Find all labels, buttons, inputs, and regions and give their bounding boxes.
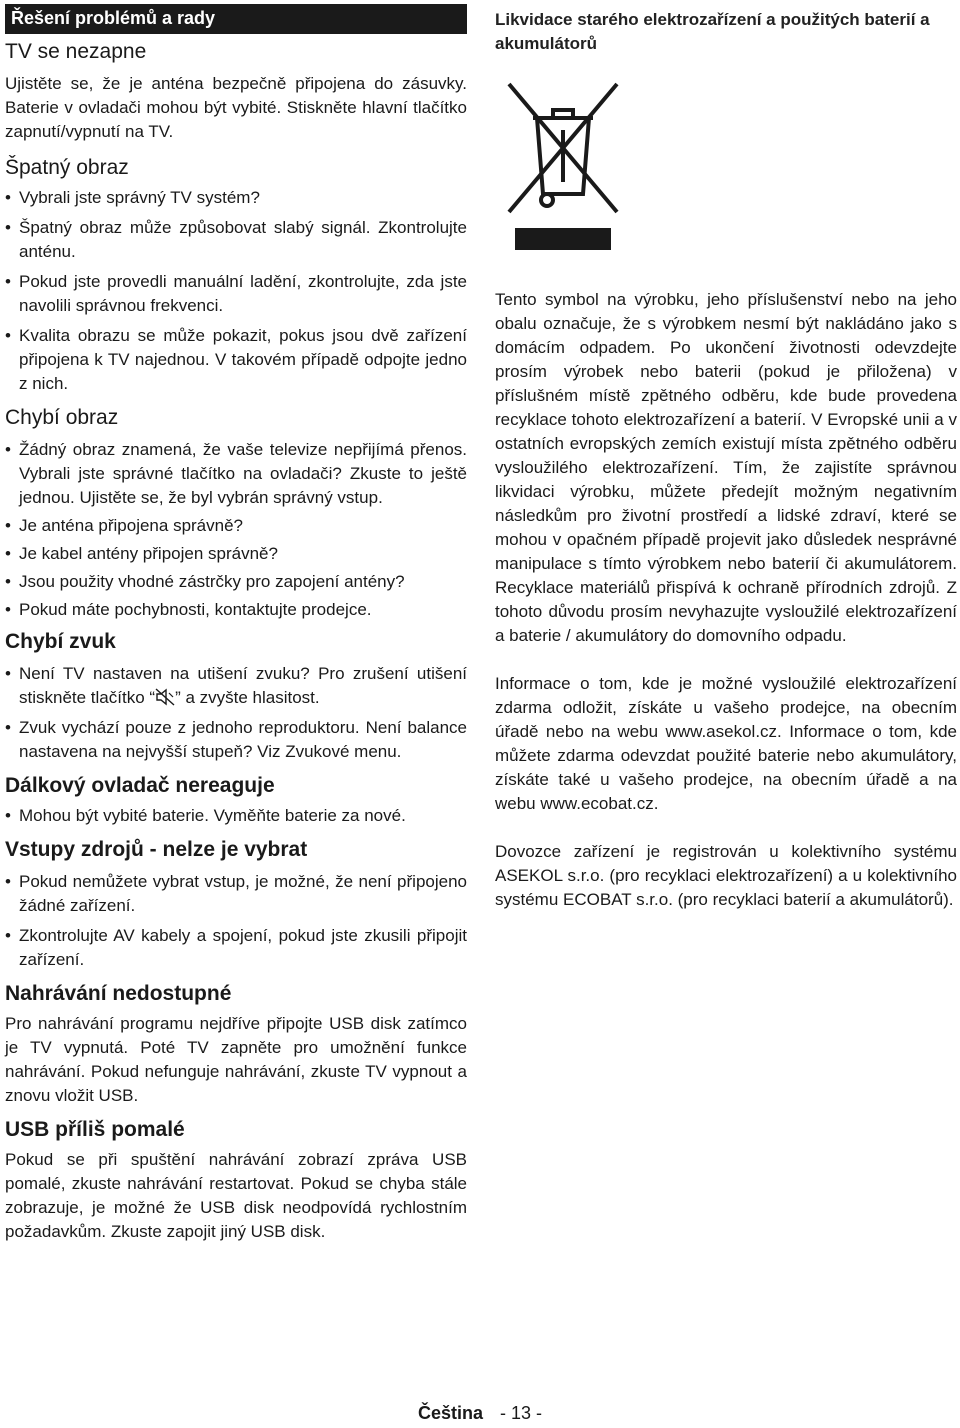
section-remote bbox=[5, 772, 467, 828]
heading-bad-picture: Špatný obraz bbox=[5, 156, 129, 179]
text-recording: Pro nahrávání programu nejdříve připojte USB disk zatímco je TV vypnutá. Poté TV zapněte pro umožnění funkce nahrávání. Pokud nefunguje nahrávání, zkuste TV vypnout a znovu vložit USB. bbox=[5, 1014, 467, 1105]
footer-language: Čeština bbox=[417, 1403, 483, 1423]
list-item: • Pokud nemůžete vybrat vstup, je možné, že není připojeno žádné zařízení. bbox=[5, 870, 467, 918]
list-item: • Je anténa připojena správně? bbox=[5, 514, 467, 538]
heading-inputs: Vstupy zdrojů - nelze je vybrat bbox=[5, 838, 308, 861]
page-footer bbox=[0, 1403, 960, 1424]
crossed-out-wheelie-bin-icon bbox=[507, 82, 619, 252]
mute-text-post: ” a zvyšte hlasitost. bbox=[175, 688, 320, 707]
heading-disposal: Likvidace starého elektrozařízení a použitých baterií a akumulátorů bbox=[495, 10, 930, 53]
heading-remote: Dálkový ovladač nereaguje bbox=[5, 774, 275, 797]
section-no-sound bbox=[5, 628, 467, 764]
list-item: • Zkontrolujte AV kabely a spojení, pokud jste zkusili připojit zařízení. bbox=[5, 924, 467, 972]
section-tv-not-on bbox=[5, 38, 467, 144]
left-column bbox=[5, 0, 467, 1244]
section-inputs bbox=[5, 836, 467, 972]
heading-no-sound: Chybí zvuk bbox=[5, 630, 116, 653]
list-item: • Zvuk vychází pouze z jednoho reproduktoru. Není balance nastavena na nejvyšší stupeň? Viz Zvukové menu. bbox=[5, 716, 467, 764]
mute-icon bbox=[155, 688, 175, 706]
list-item: • Vybrali jste správný TV systém? bbox=[5, 186, 467, 210]
list-item: • Kvalita obrazu se může pokazit, pokus jsou dvě zařízení připojena k TV najednou. V takovém případě odpojte jedno z nich. bbox=[5, 324, 467, 396]
heading-tv-not-on: TV se nezapne bbox=[5, 40, 147, 63]
disposal-paragraph-1: Tento symbol na výrobku, jeho příslušenství nebo na jeho obalu označuje, že s výrobkem nesmí být nakládáno jako s domácím odpadem. Po ukončení životnosti odevzdejte prosím výrobek nebo baterii (pokud je přiložena) v příslušném místě zpětného odběru, kde bude provedena recyklace tohoto elektrozařízení a baterií. V Evropské unii a v ostatních evropských zemích existují místa zpětného odběru vysloužilého elektrozařízení. Tím, že zajistíte správnou likvidaci výrobku, můžete předejít možným negativním následkům pro životní prostředí a lidské zdraví, které se mohou v opačném případě projevit jako důsledek nesprávné manipulace s tímto výrobkem nebo baterií či akumulátorem. Recyklace materiálů přispívá k ochraně přírodních zdrojů. Z tohoto důvodu prosím nevyhazujte vysloužilé elektrozařízení a baterie / akumulátory do domovního odpadu. bbox=[495, 290, 957, 645]
list-item: • Pokud jste provedli manuální ladění, zkontrolujte, zda jste navolili správnou frekvenci. bbox=[5, 270, 467, 318]
list-item: • Jsou použity vhodné zástrčky pro zapojení antény? bbox=[5, 570, 467, 594]
disposal-paragraph-2: Informace o tom, kde je možné vysloužilé elektrozařízení zdarma odložit, získáte u vašeho prodejce, na obecním úřadě nebo na webu www.asekol.cz. Informace o tom, kde můžete zdarma odevzdat použité baterie nebo akumulátory, získáte také u vašeho prodejce, na obecním úřadě a na webu www.ecobat.cz. bbox=[495, 674, 957, 813]
page-number: - 13 - bbox=[500, 1403, 543, 1423]
list-item: • Pokud máte pochybnosti, kontaktujte prodejce. bbox=[5, 598, 467, 622]
list-item: • Je kabel antény připojen správně? bbox=[5, 542, 467, 566]
list-item: • Mohou být vybité baterie. Vyměňte baterie za nové. bbox=[5, 804, 467, 828]
mute-text-pre: Není TV nastaven na utišení zvuku? Pro zrušení utišení stiskněte tlačítko “ bbox=[19, 664, 467, 707]
disposal-paragraph-3: Dovozce zařízení je registrován u kolektivního systému ASEKOL s.r.o. (pro recyklaci elektrozařízení) a u kolektivního systému ECOBAT s.r.o. (pro recyklaci baterií a akumulátorů). bbox=[495, 842, 957, 909]
section-bad-picture bbox=[5, 154, 467, 396]
heading-usb: USB příliš pomalé bbox=[5, 1118, 185, 1141]
text-usb: Pokud se při spuštění nahrávání zobrazí zpráva USB pomalé, zkuste nahrávání restartovat. Pokud se chyba stále zobrazuje, je možné že USB disk neodpovídá rychlostním požadavkům. Zkuste zapojit jiný USB disk. bbox=[5, 1150, 467, 1241]
heading-no-picture: Chybí obraz bbox=[5, 406, 119, 429]
list-item: • Žádný obraz znamená, že vaše televize nepřijímá přenos. Vybrali jste správné tlačítko na ovladači? Zkuste to ještě jednou. Ujistěte se, že byl vybrán správný vstup. bbox=[5, 438, 467, 510]
heading-recording: Nahrávání nedostupné bbox=[5, 982, 232, 1005]
right-column bbox=[495, 0, 957, 912]
section-no-picture bbox=[5, 404, 467, 622]
list-item bbox=[5, 662, 467, 710]
list-item: • Špatný obraz může způsobovat slabý signál. Zkontrolujte anténu. bbox=[5, 216, 467, 264]
section-banner: Řešení problémů a rady bbox=[5, 4, 467, 34]
text-tv-not-on: Ujistěte se, že je anténa bezpečně připojena do zásuvky. Baterie v ovladači mohou být vybité. Stiskněte hlavní tlačítko zapnutí/vypnutí na TV. bbox=[5, 74, 467, 141]
section-usb bbox=[5, 1116, 467, 1244]
section-recording bbox=[5, 980, 467, 1108]
